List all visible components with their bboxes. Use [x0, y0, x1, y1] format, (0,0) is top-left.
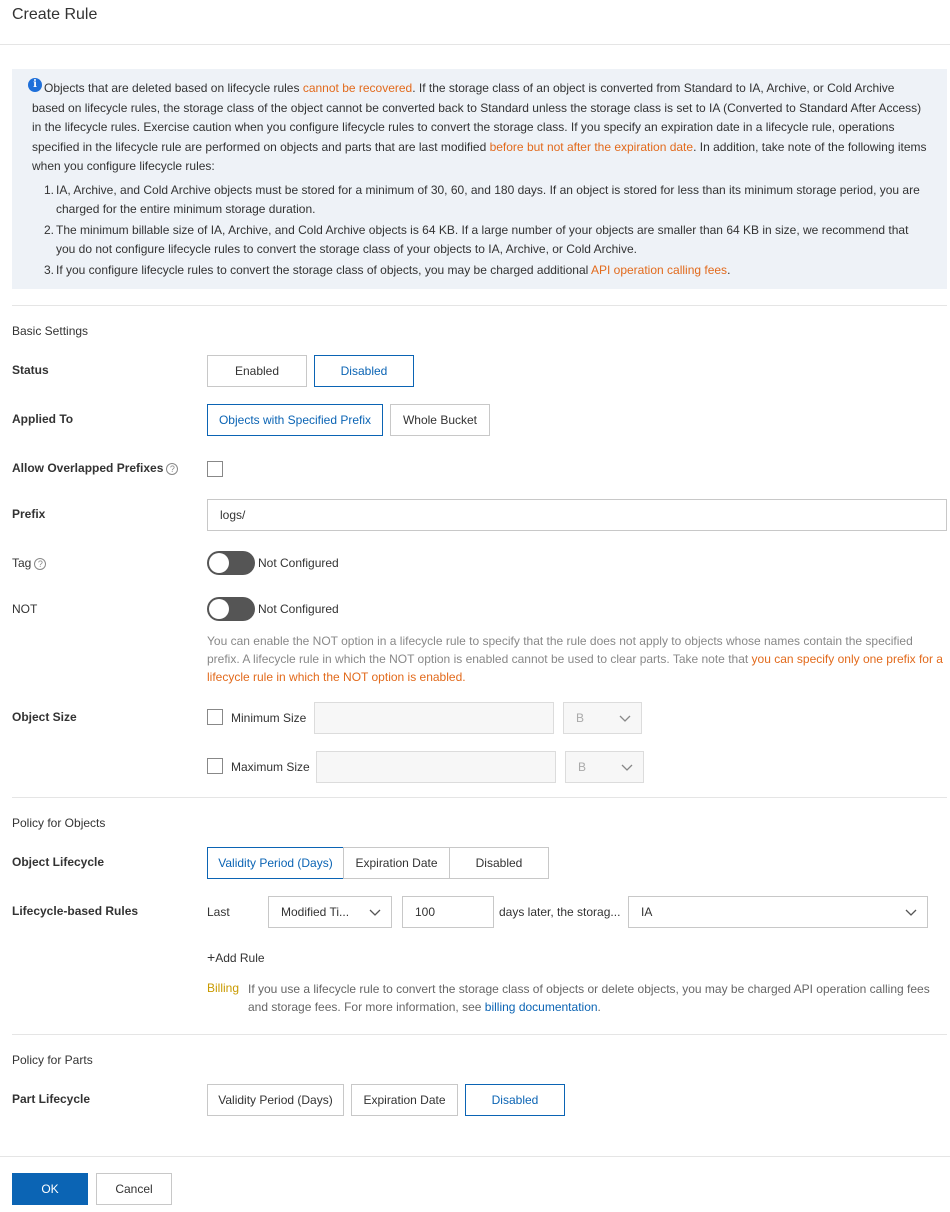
prefix-label: Prefix	[12, 507, 46, 521]
applied-whole-bucket-button[interactable]: Whole Bucket	[390, 404, 490, 436]
section-title-parts: Policy for Parts	[12, 1053, 93, 1067]
chevron-down-icon	[619, 712, 631, 724]
notice-item: 1. IA, Archive, and Cold Archive objects must be stored for a minimum of 30, 60, and 180 days. If an object is stored for less than its minimum storage period, you are charged for the entire minimum storage duration.	[44, 182, 920, 216]
part-lifecycle-label: Part Lifecycle	[12, 1092, 91, 1106]
section-divider	[12, 797, 947, 798]
status-label: Status	[12, 363, 49, 377]
max-size-unit-select[interactable]: B	[565, 751, 644, 783]
notice-list	[32, 181, 927, 281]
help-icon[interactable]: ?	[34, 558, 46, 570]
footer-divider	[0, 1156, 950, 1157]
object-expiration-button[interactable]: Expiration Date	[343, 847, 450, 879]
section-divider	[12, 305, 947, 306]
part-expiration-button[interactable]: Expiration Date	[351, 1084, 458, 1116]
overlap-checkbox[interactable]	[207, 461, 223, 477]
notice-link-expiration[interactable]: before but not after the expiration date	[489, 139, 694, 154]
storage-class-select[interactable]: IA	[628, 896, 928, 928]
toggle-knob	[209, 553, 229, 573]
not-hint: You can enable the NOT option in a lifecycle rule to specify that the rule does not apply to objects whose names contain the specified prefix. A lifecycle rule in which the NOT option is enabled cannot be used to clear parts. Take note that you can specify only one prefix for a lifecycle rule in which the NOT option is enabled.	[207, 634, 943, 684]
max-size-checkbox[interactable]	[207, 758, 223, 774]
billing-text: If you use a lifecycle rule to convert the storage class of objects or delete objects, you may be charged API operation calling fees and storage fees. For more information, see billing documentation.	[248, 982, 930, 1014]
help-icon[interactable]: ?	[166, 463, 178, 475]
info-icon: i	[28, 78, 42, 92]
lifecycle-rules-label: Lifecycle-based Rules	[12, 904, 139, 918]
dialog-title: Create Rule	[12, 6, 98, 23]
ok-button[interactable]: OK	[12, 1173, 88, 1205]
notice-text	[32, 79, 927, 280]
max-size-label: Maximum Size	[231, 760, 310, 774]
chevron-down-icon	[905, 906, 917, 918]
object-disabled-button[interactable]: Disabled	[449, 847, 549, 879]
last-text: Last	[207, 905, 230, 919]
part-validity-button[interactable]: Validity Period (Days)	[207, 1084, 344, 1116]
object-validity-button[interactable]: Validity Period (Days)	[207, 847, 344, 879]
cancel-button[interactable]: Cancel	[96, 1173, 172, 1205]
overlap-label: Allow Overlapped Prefixes ?	[12, 461, 178, 475]
not-hint-link[interactable]: you can specify only one prefix for a lifecycle rule in which the NOT option is enabled.	[207, 652, 943, 684]
min-size-unit-select[interactable]: B	[563, 702, 642, 734]
applied-to-label: Applied To	[12, 412, 74, 426]
not-toggle[interactable]	[207, 597, 255, 621]
notice-item: 2. The minimum billable size of IA, Archive, and Cold Archive objects is 64 KB. If a large number of your objects are smaller than 64 KB in size, we recommend that you do not configure lifecycle rules to convert the storage class of your objects to IA, Archive, or Cold Archive.	[44, 222, 909, 256]
min-size-label: Minimum Size	[231, 711, 307, 725]
days-input[interactable]: 100	[402, 896, 494, 928]
plus-icon: +	[207, 949, 216, 965]
notice-item: 3. If you configure lifecycle rules to convert the storage class of objects, you may be charged additional API operation calling fees.	[44, 262, 731, 277]
title-divider	[0, 44, 950, 45]
chevron-down-icon	[621, 761, 633, 773]
tag-toggle[interactable]	[207, 551, 255, 575]
min-size-checkbox[interactable]	[207, 709, 223, 725]
section-title-objects: Policy for Objects	[12, 816, 106, 830]
days-later-text: days later, the storag...	[499, 905, 621, 919]
tag-label: Tag ?	[12, 556, 46, 570]
not-label: NOT	[12, 602, 38, 616]
add-rule-link[interactable]: +Add Rule	[207, 949, 265, 965]
billing-documentation-link[interactable]: billing documentation	[484, 1000, 598, 1014]
modified-time-select[interactable]: Modified Ti...	[268, 896, 392, 928]
applied-prefix-button[interactable]: Objects with Specified Prefix	[207, 404, 383, 436]
part-disabled-button[interactable]: Disabled	[465, 1084, 565, 1116]
section-divider	[12, 1034, 947, 1035]
section-title-basic: Basic Settings	[12, 324, 89, 338]
min-size-input[interactable]	[314, 702, 554, 734]
notice-link-api-fees[interactable]: API operation calling fees	[590, 262, 728, 277]
notice-paragraph: Objects that are deleted based on lifecycle rules cannot be recovered. If the storage class of an object is converted from Standard to IA, Archive, or Cold Archive based on lifecycle rules, the storage class of the object cannot be converted back to Standard unless the storage class is set to IA (Converted to Standard After Access) in the lifecycle rules. Exercise caution when you configure lifecycle rules to convert the storage class. If you specify an expiration date in a lifecycle rule, operations specified in the lifecycle rule are performed on objects and parts that are last modified before but not after the expiration date. In addition, take note of the following items when you configure lifecycle rules:	[32, 81, 927, 173]
status-disabled-button[interactable]: Disabled	[314, 355, 414, 387]
tag-state: Not Configured	[258, 556, 339, 570]
object-size-label: Object Size	[12, 710, 77, 724]
object-lifecycle-label: Object Lifecycle	[12, 855, 105, 869]
notice-link-cannot-recover[interactable]: cannot be recovered	[302, 81, 413, 95]
not-state: Not Configured	[258, 602, 339, 616]
status-enabled-button[interactable]: Enabled	[207, 355, 307, 387]
toggle-knob	[209, 599, 229, 619]
billing-tag: Billing	[207, 981, 240, 995]
prefix-input[interactable]: logs/	[207, 499, 947, 531]
chevron-down-icon	[369, 906, 381, 918]
max-size-input[interactable]	[316, 751, 556, 783]
